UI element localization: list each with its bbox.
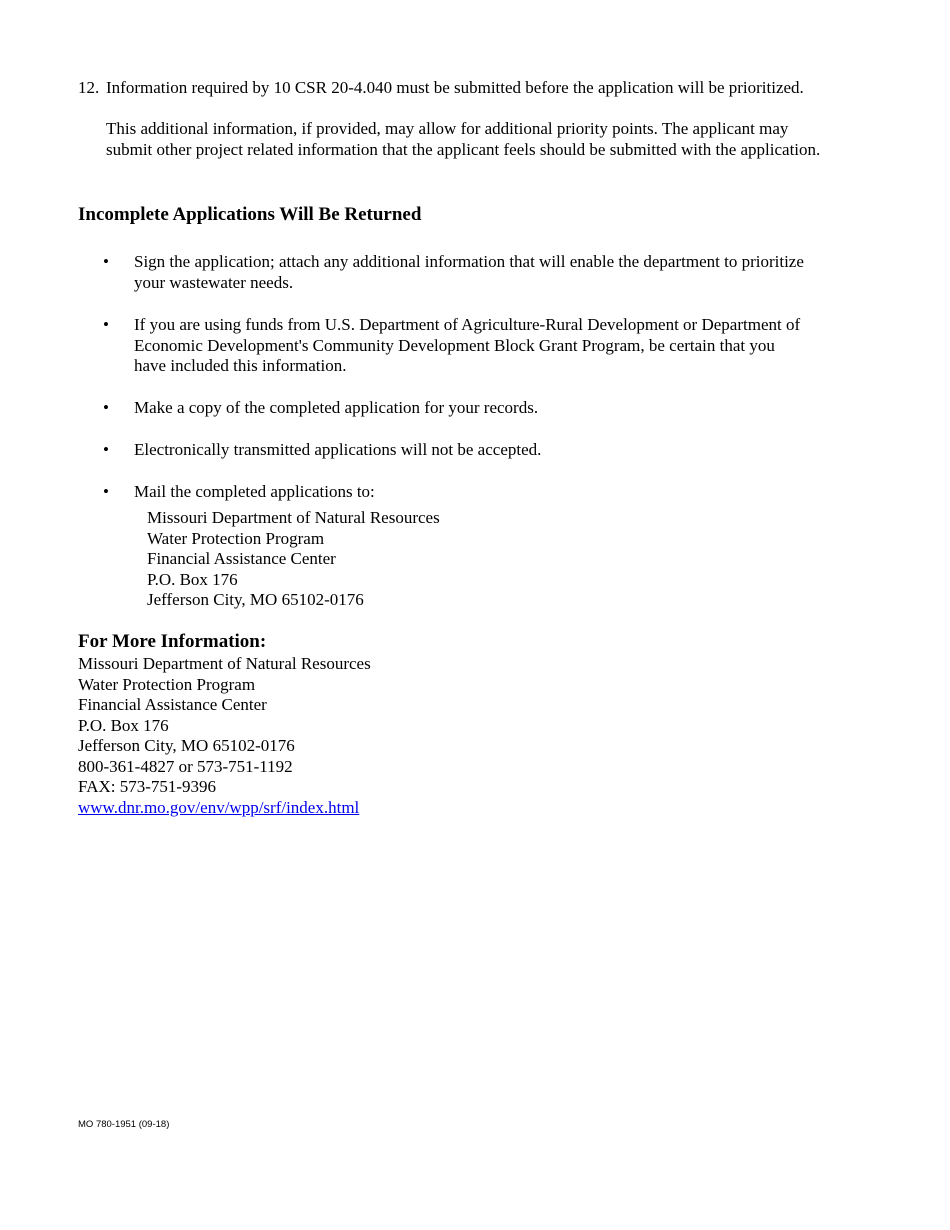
list-item-text: If you are using funds from U.S. Department of Agriculture-Rural Development or Department of bbox=[134, 315, 801, 334]
contact-line: Financial Assistance Center bbox=[78, 695, 267, 714]
item-12-additional-info bbox=[106, 119, 886, 160]
bullet-icon: • bbox=[103, 482, 109, 501]
list-item-text: Sign the application; attach any additional information that will enable the department to prioritize bbox=[134, 252, 804, 271]
website-link[interactable]: www.dnr.mo.gov/env/wpp/srf/index.html bbox=[78, 797, 360, 817]
fax-number: FAX: 573-751-9396 bbox=[78, 777, 217, 796]
address-line: Missouri Department of Natural Resources bbox=[147, 508, 440, 527]
list-item bbox=[103, 482, 894, 503]
address-line: Water Protection Program bbox=[147, 528, 325, 548]
item-12-text: Information required by 10 CSR 20-4.040 must be submitted before the application will be prioritized. bbox=[106, 78, 804, 97]
contact-line: Missouri Department of Natural Resources bbox=[78, 654, 371, 673]
phone-numbers: 800-361-4827 or 573-751-1192 bbox=[78, 756, 293, 776]
bullet-icon: • bbox=[103, 398, 109, 417]
list-item-text: Economic Development's Community Development Block Grant Program, be certain that you bbox=[134, 335, 775, 355]
address-line: Financial Assistance Center bbox=[147, 549, 336, 568]
list-item-text: Make a copy of the completed application for your records. bbox=[134, 398, 539, 417]
additional-info-line: submit other project related information that the applicant feels should be submitted with the application. bbox=[106, 139, 821, 159]
additional-info-line: This additional information, if provided, may allow for additional priority points. The applicant may bbox=[106, 119, 789, 138]
list-item-text: Electronically transmitted applications will not be accepted. bbox=[134, 440, 542, 459]
list-item bbox=[103, 252, 894, 293]
address-line: P.O. Box 176 bbox=[147, 569, 238, 589]
contact-line: P.O. Box 176 bbox=[78, 715, 169, 735]
mailing-address bbox=[147, 508, 440, 611]
list-item-text: Mail the completed applications to: bbox=[134, 482, 375, 501]
incomplete-applications-heading: Incomplete Applications Will Be Returned bbox=[78, 204, 422, 225]
list-item-text: have included this information. bbox=[134, 356, 347, 375]
more-information-heading: For More Information: bbox=[78, 631, 267, 652]
list-item bbox=[103, 398, 894, 419]
contact-line: Water Protection Program bbox=[78, 674, 256, 694]
list-item bbox=[103, 440, 894, 461]
bullet-icon: • bbox=[103, 440, 109, 459]
contact-line: Jefferson City, MO 65102-0176 bbox=[78, 736, 295, 755]
list-item-text: your wastewater needs. bbox=[134, 272, 294, 292]
form-number: MO 780-1951 (09-18) bbox=[78, 1119, 170, 1130]
bullet-icon: • bbox=[103, 252, 109, 271]
bullet-icon: • bbox=[103, 315, 109, 334]
item-number: 12. bbox=[78, 78, 100, 97]
address-line: Jefferson City, MO 65102-0176 bbox=[147, 590, 364, 609]
list-item bbox=[103, 315, 894, 377]
contact-information bbox=[78, 654, 371, 818]
